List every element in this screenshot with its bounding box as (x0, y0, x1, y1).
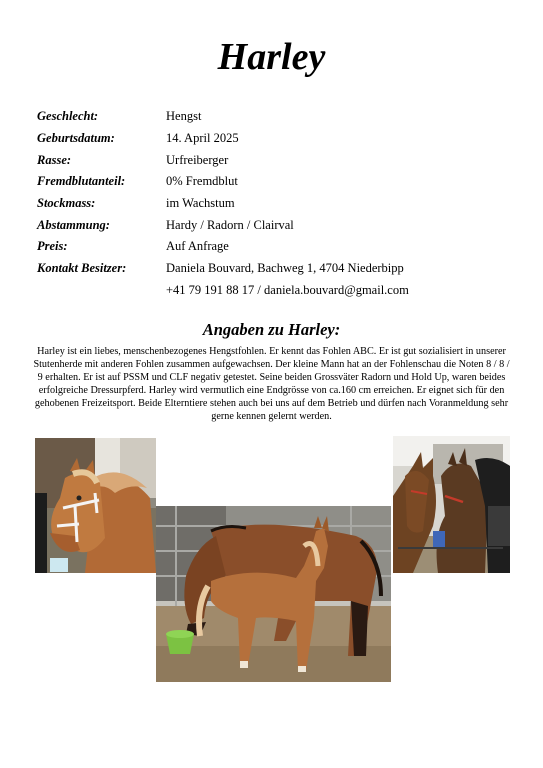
mare-and-foal-image (156, 506, 391, 682)
info-row-geburtsdatum (37, 128, 507, 150)
photo-mare-and-foal (156, 506, 391, 682)
photo-horses-right (393, 436, 510, 573)
info-row-kontakt-phone-email (37, 280, 507, 302)
info-row-geschlecht (37, 106, 507, 128)
field-label: Kontakt Besitzer: (37, 261, 127, 276)
horse-info-table (37, 106, 507, 301)
info-row-abstammung (37, 214, 507, 236)
foal-halter-image (35, 438, 156, 573)
info-row-preis (37, 236, 507, 258)
field-label: Stockmass: (37, 196, 96, 211)
field-label: Preis: (37, 239, 68, 254)
field-value: Hardy / Radorn / Clairval (166, 217, 294, 232)
info-row-kontakt (37, 258, 507, 280)
contact-phone-email[interactable]: +41 79 191 88 17 / daniela.bouvard@gmail.com (166, 282, 409, 297)
photo-foal-halter (35, 438, 156, 573)
description-text: Harley ist ein liebes, menschenbezogenes Hengstfohlen. Er kennt das Fohlen ABC. Er ist gut sozialisiert in unserer Stutenherde mit anderen Fohlen zusammen aufgewachsen. Der kleine Mann hat an der Fohlenschau die Noten 8 / 8 / 9 erhalten. Er ist auf PSSM und CLF negativ getestet. Seine beiden Grossväter Radorn und Hold Up, waren beides erfolgreiche Dressurpferd. Harley wird vermutlich eine Endgrösse von ca.160 cm erreichen. Er eignet sich für den gehobenen Freizeitsport. Beide Elterntiere stehen auch bei uns auf dem Betrieb und dürfen nach Voranmeldung sehr gerne kennen gelernt werden. (33, 346, 510, 422)
field-label: Abstammung: (37, 217, 110, 232)
page-title: Harley (217, 36, 326, 78)
field-value: Auf Anfrage (166, 239, 229, 254)
field-label: Geschlecht: (37, 109, 99, 124)
field-label: Rasse: (37, 152, 72, 167)
field-value: Hengst (166, 109, 202, 124)
field-value: Urfreiberger (166, 152, 229, 167)
field-value: 14. April 2025 (166, 131, 239, 146)
field-value: im Wachstum (166, 196, 235, 211)
field-label: Fremdblutanteil: (37, 174, 126, 189)
section-title: Angaben zu Harley: (202, 320, 341, 339)
contact-address: Daniela Bouvard, Bachweg 1, 4704 Niederbipp (166, 261, 404, 276)
info-row-rasse (37, 149, 507, 171)
field-value: 0% Fremdblut (166, 174, 238, 189)
field-label: Geburtsdatum: (37, 131, 115, 146)
horses-right-image (393, 436, 510, 573)
info-row-fremdblutanteil (37, 171, 507, 193)
info-row-stockmass (37, 193, 507, 215)
